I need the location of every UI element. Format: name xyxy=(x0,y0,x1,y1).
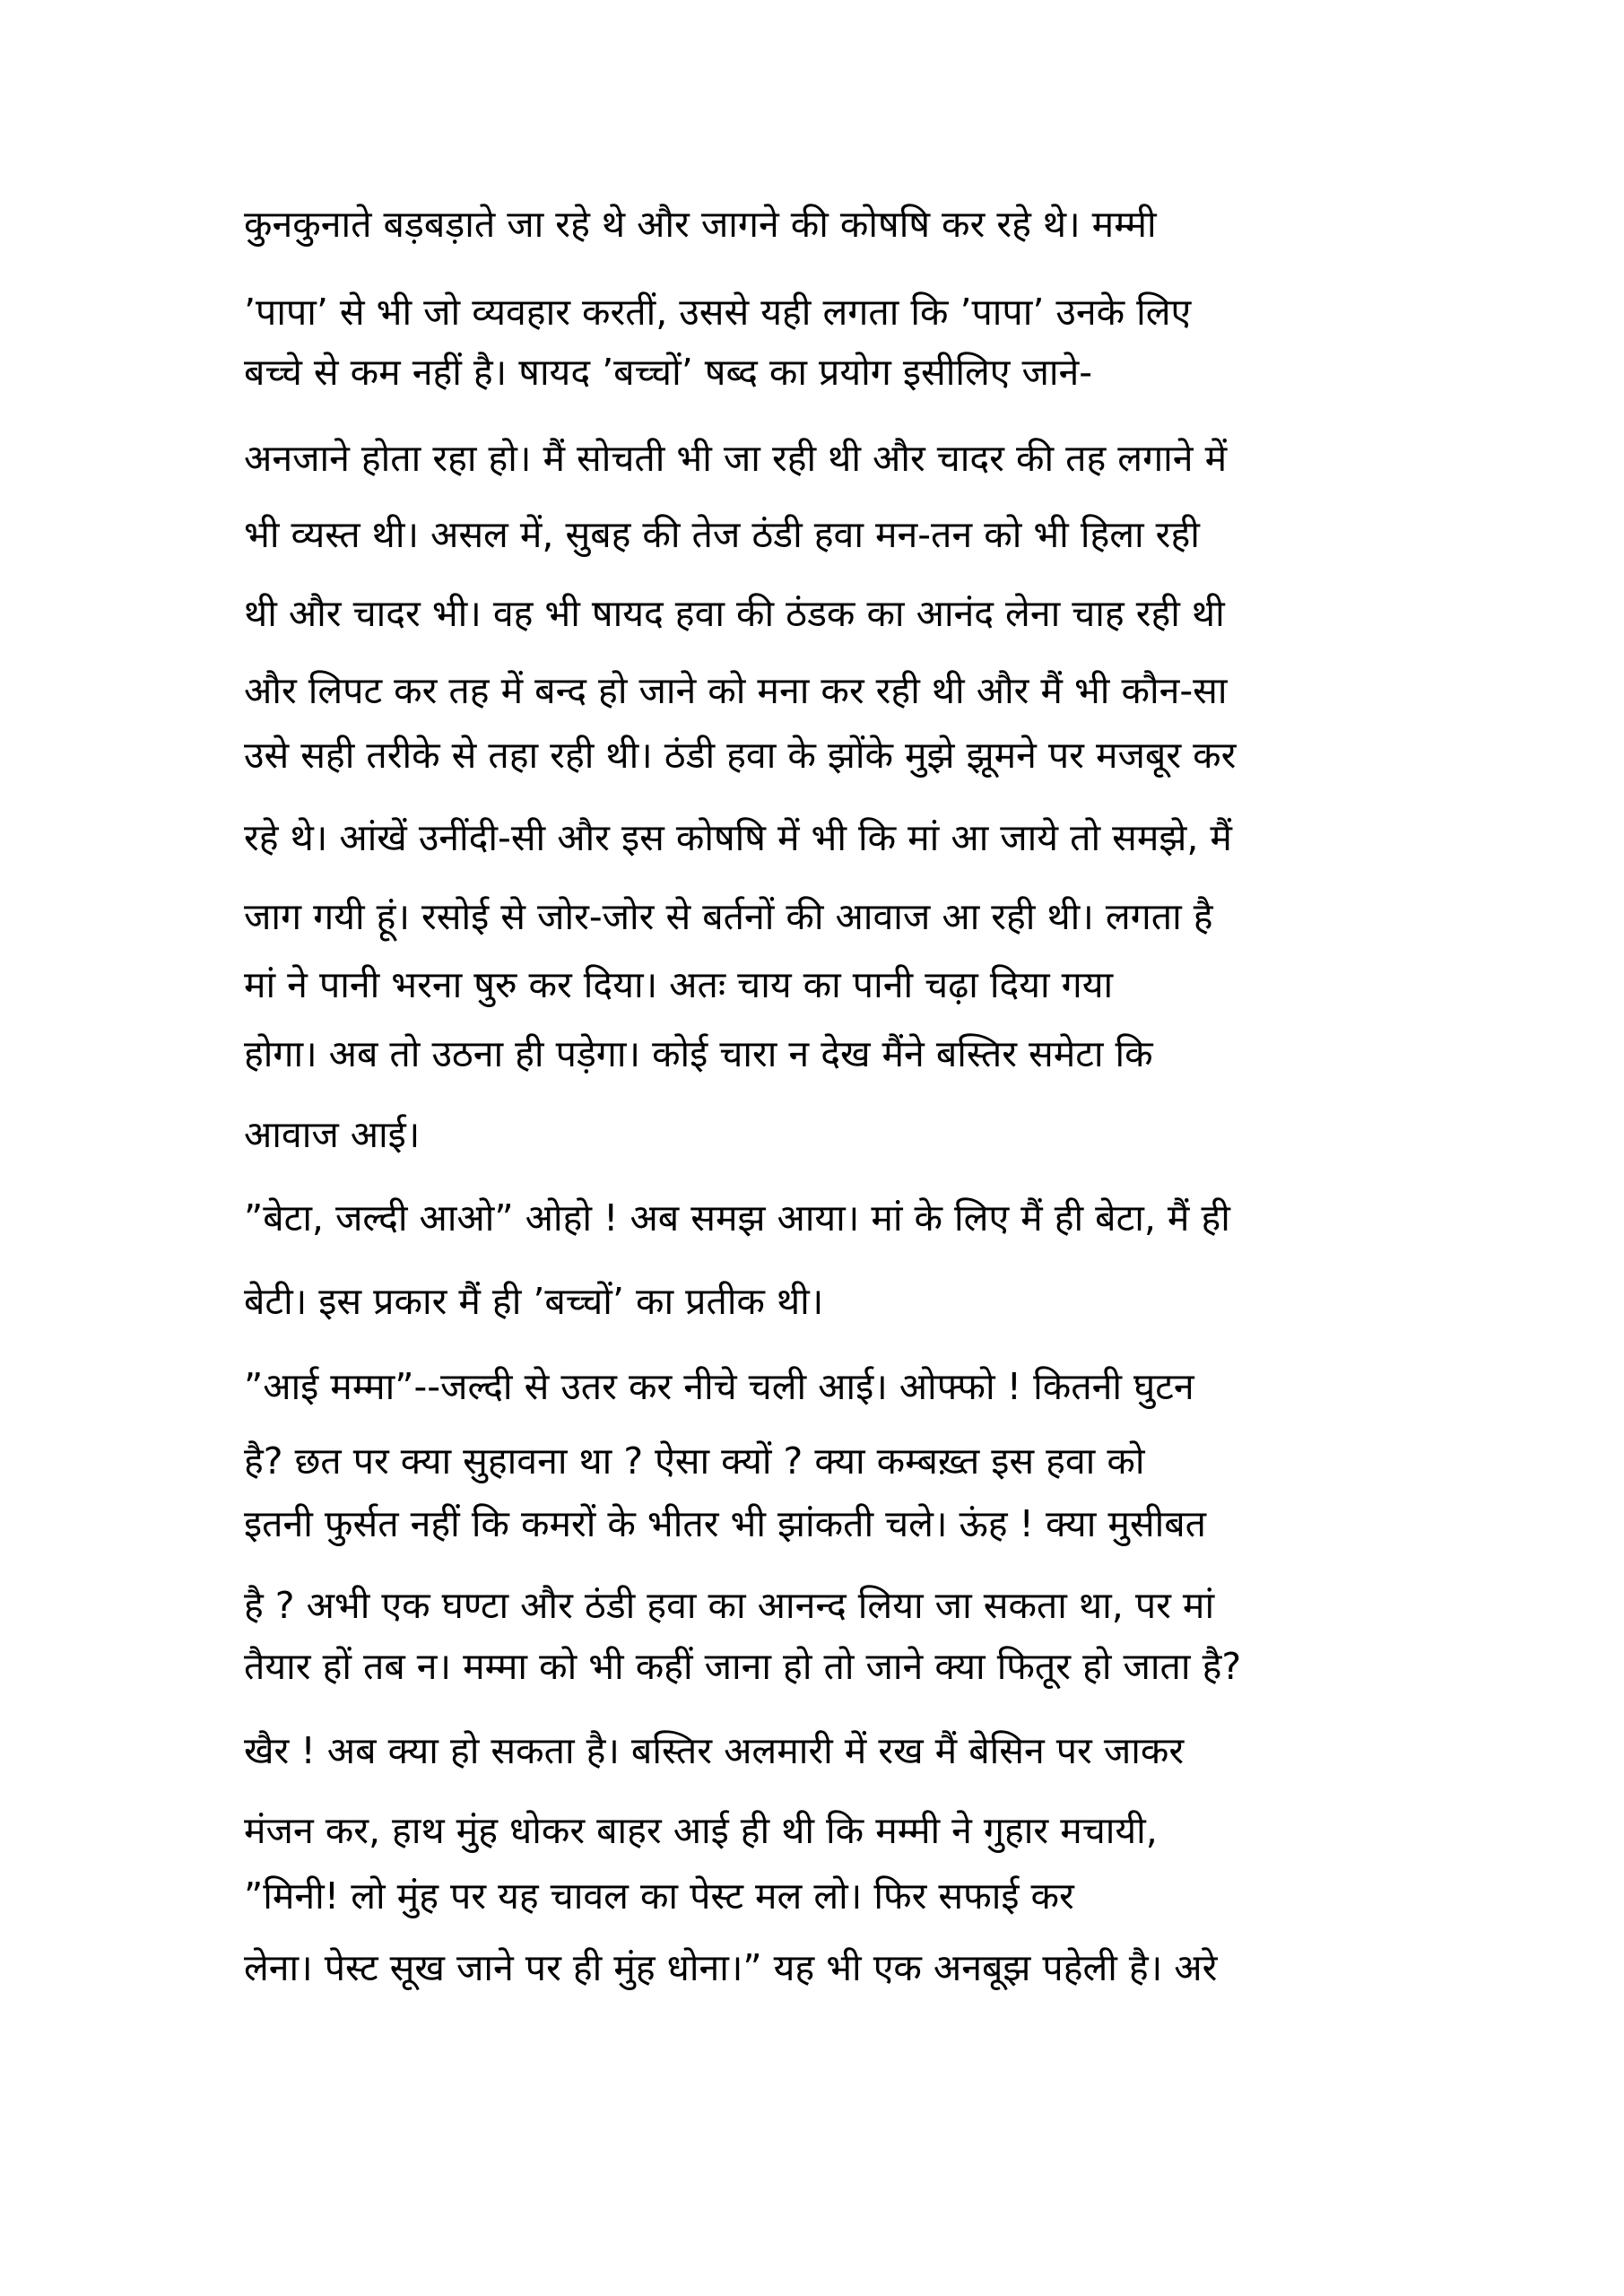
text-line: ”मिनी! लो मुंह पर यह चावल का पेस्ट मल लो। फिर सफाई कर xyxy=(244,1874,1074,1918)
text-line: मां ने पानी भरना षुरु कर दिया। अतः चाय का पानी चढ़ा दिया गया xyxy=(244,963,1114,1006)
text-line: है? छत पर क्या सुहावना था ? ऐसा क्यों ? क्या कम्बख़्त इस हवा को xyxy=(244,1439,1145,1483)
text-line: मंजन कर, हाथ मुंह धोकर बाहर आई ही थी कि मम्मी ने गुहार मचायी, xyxy=(244,1809,1158,1852)
text-line: लेना। पेस्ट सूख जाने पर ही मुंह धोना।” यह भी एक अनबूझ पहेली है। अरे xyxy=(244,1946,1218,1989)
text-line: इतनी फुर्सत नहीं कि कमरों के भीतर भी झांकती चले। ऊंह ! क्या मुसीबत xyxy=(244,1502,1206,1545)
text-line: बच्चे से कम नहीं है। षायद ’बच्चों’ षब्द का प्रयोग इसीलिए जाने- xyxy=(244,351,1093,394)
text-line: है ? अभी एक घण्टा और ठंडी हवा का आनन्द लिया जा सकता था, पर मां xyxy=(244,1584,1215,1627)
text-line: बेटी। इस प्रकार मैं ही ’बच्चों’ का प्रतीक थी। xyxy=(244,1280,824,1323)
text-line: तैयार हों तब न। मम्मा को भी कहीं जाना हो तो जाने क्या फितूर हो जाता है? xyxy=(244,1645,1242,1688)
text-line: और लिपट कर तह में बन्द हो जाने को मना कर रही थी और मैं भी कौन-सा xyxy=(244,669,1228,712)
text-line: ”बेटा, जल्दी आओ” ओहो ! अब समझ आया। मां के लिए मैं ही बेटा, मैं ही xyxy=(244,1196,1230,1239)
text-line: खैर ! अब क्या हो सकता है। बस्तिर अलमारी में रख मैं बेसिन पर जाकर xyxy=(244,1729,1185,1772)
text-line: कुनकुनाते बड़बड़ाते जा रहे थे और जागने की कोषषि कर रहे थे। मम्मी xyxy=(244,203,1157,246)
text-line: ”आई मम्मा”--जल्दी से उतर कर नीचे चली आई। ओफ्फो ! कितनी घुटन xyxy=(244,1365,1194,1408)
text-line: उसे सही तरीके से तहा रही थी। ठंडी हवा के झोंके मुझे झूमने पर मजबूर कर xyxy=(244,734,1237,777)
text-line: होगा। अब तो उठना ही पड़ेगा। कोई चारा न देख मैंने बस्तिर समेटा कि xyxy=(244,1032,1153,1075)
text-line: आवाज आई। xyxy=(244,1113,421,1156)
text-line: रहे थे। आंखें उनींदी-सी और इस कोषषि में भी कि मां आ जाये तो समझे, मैं xyxy=(244,816,1232,859)
text-line: थी और चादर भी। वह भी षायद हवा की ठंडक का आनंद लेना चाह रही थी xyxy=(244,592,1225,635)
text-line: अनजाने होता रहा हो। मैं सोचती भी जा रही थी और चादर की तह लगाने में xyxy=(244,437,1228,480)
text-line: ’पापा’ से भी जो व्यवहार करतीं, उससे यही लगता कि ’पापा’ उनके लिए xyxy=(244,291,1192,334)
text-line: भी व्यस्त थी। असल में, सुबह की तेज ठंडी हवा मन-तन को भी हिला रही xyxy=(244,513,1200,556)
text-line: जाग गयी हूं। रसोई से जोर-जोर से बर्तनों की आवाज आ रही थी। लगता है xyxy=(244,895,1213,938)
